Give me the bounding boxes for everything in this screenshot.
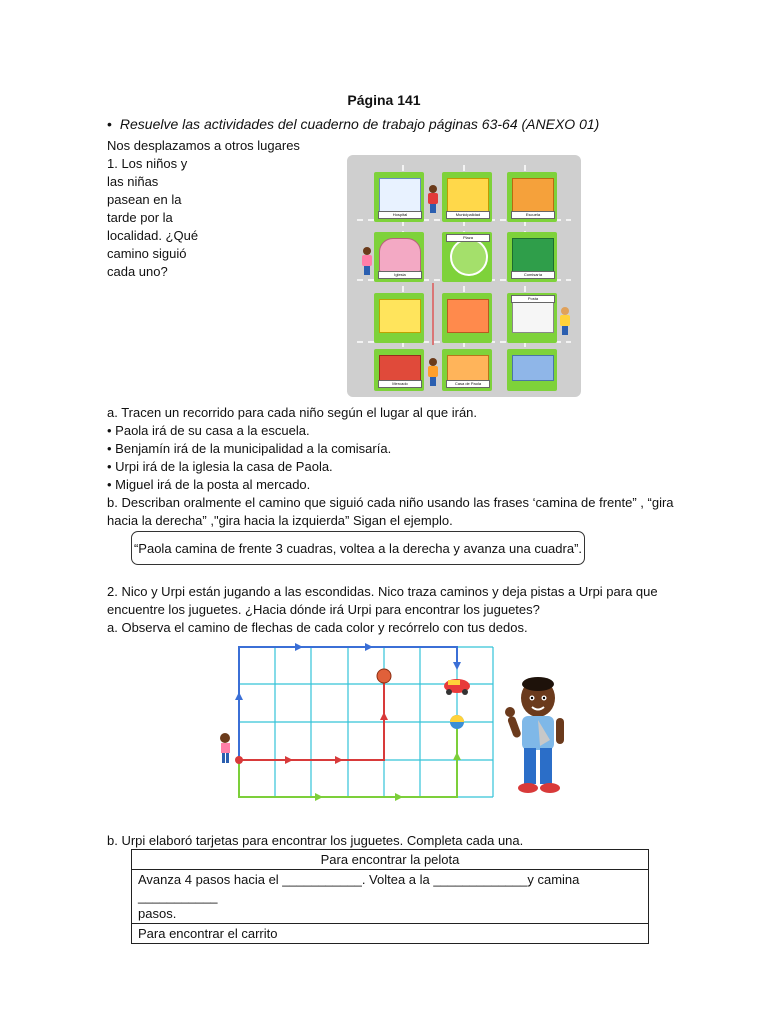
- q1-line: las niñas: [107, 174, 159, 189]
- escuela-label: Escuela: [511, 211, 555, 219]
- question-1b-line1: b. Describan oralmente el camino que siguió cada niño usando las frases ‘camina de frente” , “gira: [107, 495, 674, 510]
- start-point: [235, 756, 243, 764]
- posta-label: Posta: [511, 295, 555, 303]
- top-icon: [450, 715, 464, 729]
- block-iglesia: [374, 232, 424, 282]
- car-icon: [444, 679, 470, 695]
- orange-house: [447, 299, 489, 333]
- block-plaza: [442, 232, 492, 282]
- q1-line: localidad. ¿Qué: [107, 228, 199, 243]
- ball-icon: [377, 669, 391, 683]
- q1-line: camino siguió: [107, 246, 187, 261]
- q1a-item: • Urpi irá de la iglesia la casa de Paola.: [107, 459, 333, 474]
- block-hospital: [374, 172, 424, 222]
- question-2-line2: encuentre los juguetes. ¿Hacia dónde irá Urpi para encontrar los juguetes?: [107, 602, 540, 617]
- block-municipalidad: [442, 172, 492, 222]
- question-1a: a. Tracen un recorrido para cada niño según el lugar al que irán.: [107, 405, 478, 420]
- casa-paola-building: [447, 355, 489, 381]
- table-row: [132, 924, 649, 944]
- card1-line1: Avanza 4 pasos hacia el ___________. Voltea a la _____________y camina ___________: [138, 872, 580, 904]
- child-figure-urpi: [361, 247, 373, 275]
- instruction-text: Resuelve las actividades del cuaderno de trabajo páginas 63-64 (ANEXO 01): [119, 116, 600, 132]
- block-house-yellow: [374, 293, 424, 343]
- child-figure-miguel: [559, 307, 571, 335]
- iglesia-building: [379, 238, 421, 272]
- q1-line: cada uno?: [107, 264, 168, 279]
- comisaria-label: Comisaría: [511, 271, 555, 279]
- question-1b-line2: hacia la derecha” ,"gira hacia la izquierda” Sigan el ejemplo.: [107, 513, 453, 528]
- example-quote-text: “Paola camina de frente 3 cuadras, voltea a la derecha y avanza una cuadra”.: [133, 540, 583, 556]
- municipalidad-label: Municipalidad: [446, 211, 490, 219]
- page-title: Página 141: [347, 92, 421, 108]
- plaza-label: Plaza: [446, 234, 490, 242]
- block-comisaria: [507, 232, 557, 282]
- q1-line: 1. Los niños y: [107, 156, 188, 171]
- town-map-illustration: [347, 155, 581, 397]
- mercado-label: Mercado: [378, 380, 422, 388]
- casa-paola-label: Casa de Paola: [446, 380, 490, 388]
- card1-title: Para encontrar la pelota: [132, 850, 649, 870]
- urpi-figure: [220, 733, 230, 763]
- iglesia-label: Iglesia: [378, 271, 422, 279]
- yellow-house: [379, 299, 421, 333]
- clue-cards-table: [131, 849, 649, 944]
- block-house-orange: [442, 293, 492, 343]
- card1-line2: pasos.: [138, 906, 177, 921]
- card1-body[interactable]: [132, 870, 649, 924]
- block-escuela: [507, 172, 557, 222]
- escuela-building: [512, 178, 554, 212]
- comisaria-building: [512, 238, 554, 272]
- block-mercado: [374, 349, 424, 391]
- table-row: [132, 850, 649, 870]
- question-1-text: [107, 155, 197, 281]
- q1a-item: • Benjamín irá de la municipalidad a la comisaría.: [107, 441, 392, 456]
- hospital-label: Hospital: [378, 211, 422, 219]
- card2-title: Para encontrar el carrito: [132, 924, 649, 944]
- q1-line: tarde por la: [107, 210, 173, 225]
- blue-house: [512, 355, 554, 381]
- bullet-icon: •: [107, 116, 112, 132]
- question-2b: b. Urpi elaboró tarjetas para encontrar los juguetes. Completa cada una.: [107, 833, 524, 848]
- table-row: [132, 870, 649, 924]
- question-2a: a. Observa el camino de flechas de cada color y recórrelo con tus dedos.: [107, 620, 528, 635]
- block-posta: [507, 293, 557, 343]
- q1a-item: • Paola irá de su casa a la escuela.: [107, 423, 310, 438]
- q1a-item: • Miguel irá de la posta al mercado.: [107, 477, 311, 492]
- nico-boy-illustration: [500, 676, 570, 800]
- block-house-red: [507, 349, 557, 391]
- example-quote-box: [131, 531, 585, 565]
- child-figure-paola: [427, 358, 439, 386]
- mercado-building: [379, 355, 421, 381]
- plaza-circle: [450, 238, 488, 276]
- instruction: [107, 116, 599, 132]
- posta-building: [512, 299, 554, 333]
- block-casa-paola: [442, 349, 492, 391]
- subtitle: Nos desplazamos a otros lugares: [107, 138, 300, 153]
- hospital-building: [379, 178, 421, 212]
- q1-line: pasean en la: [107, 192, 182, 207]
- question-2-line1: 2. Nico y Urpi están jugando a las escondidas. Nico traza caminos y deja pistas a Urpi para que: [107, 584, 658, 599]
- child-figure-benjamin: [427, 185, 439, 213]
- municipalidad-building: [447, 178, 489, 212]
